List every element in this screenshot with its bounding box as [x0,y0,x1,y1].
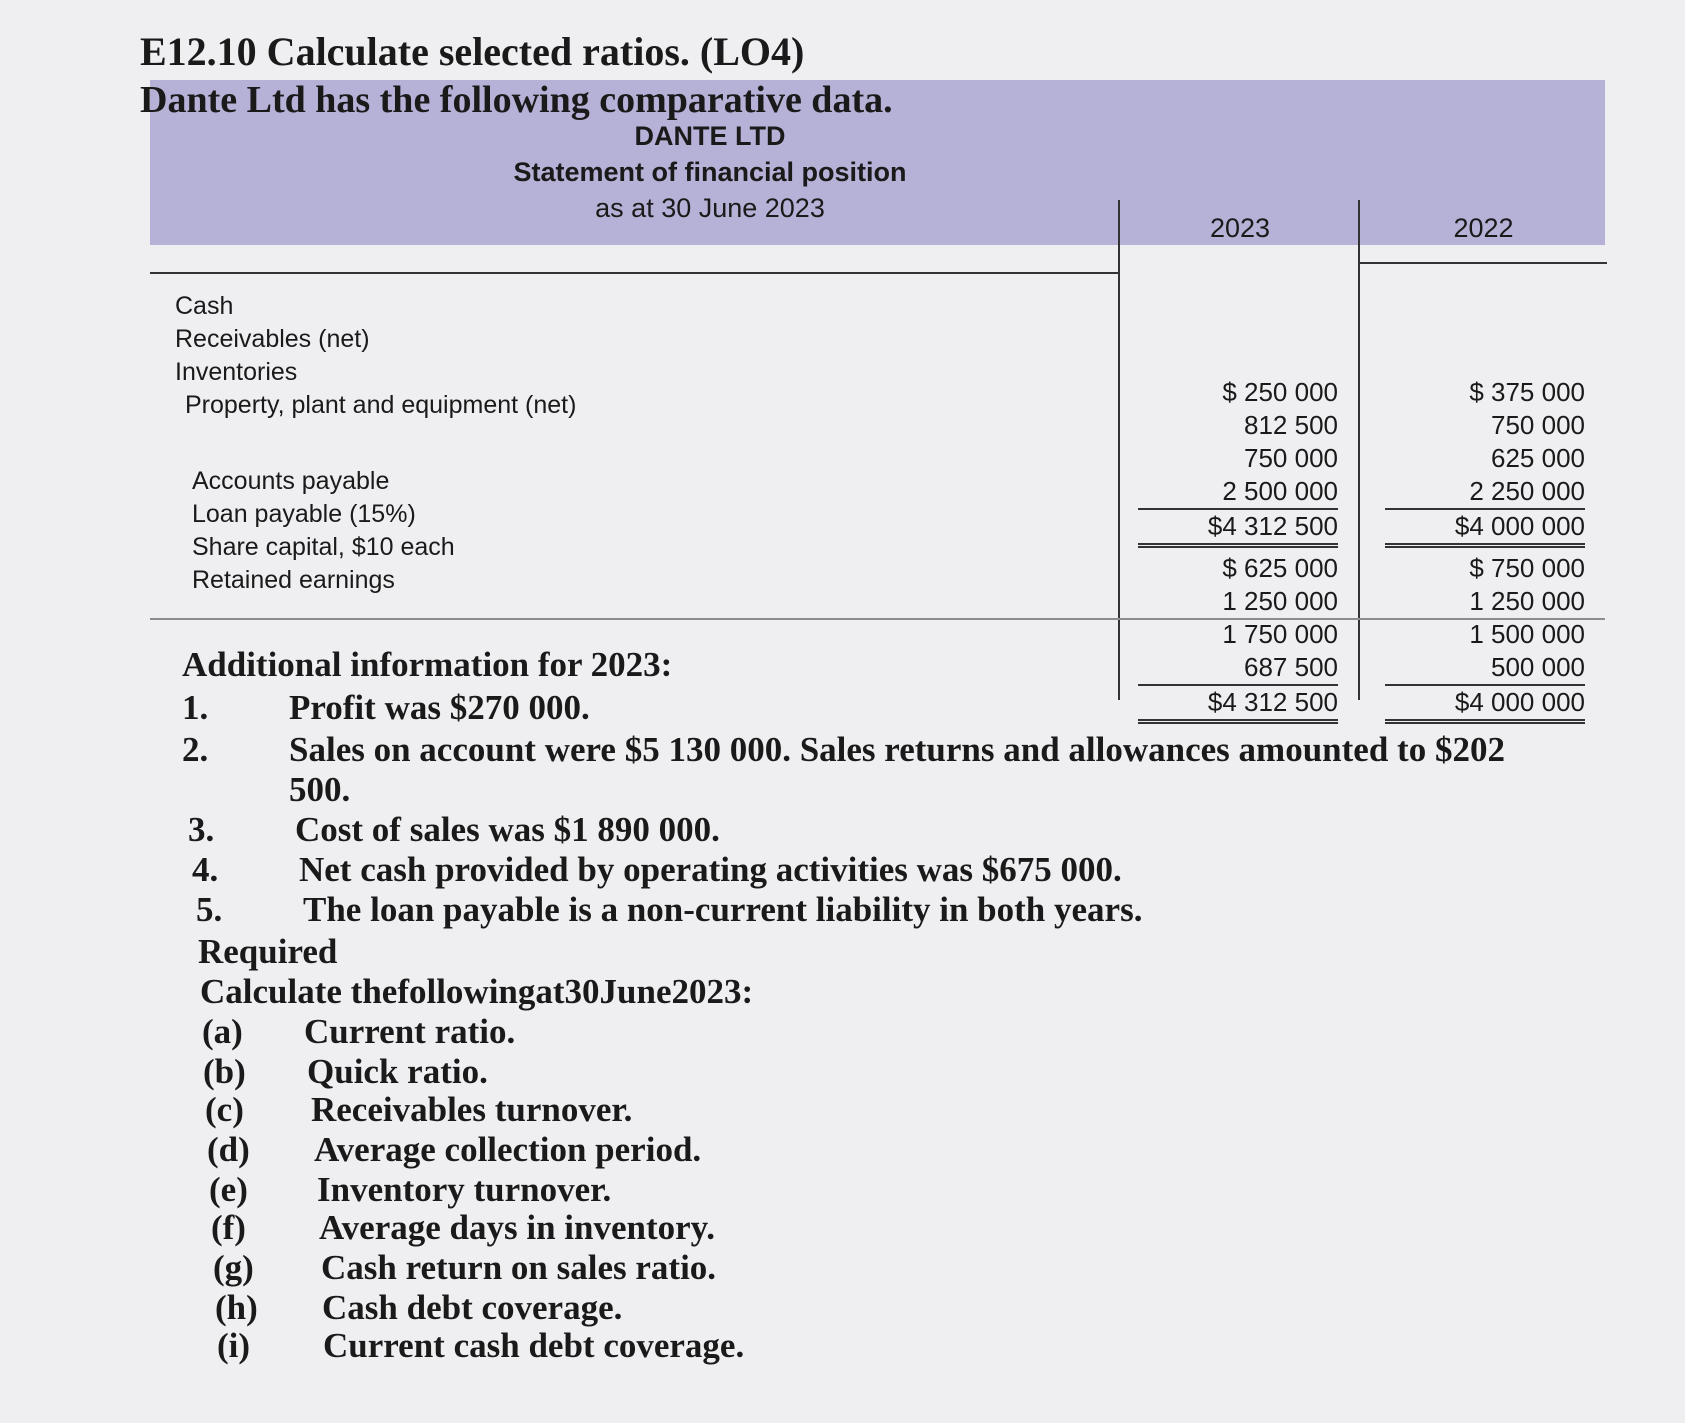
total-value: $4 000 000 [1385,686,1585,724]
item-number: 2. [182,730,209,769]
cell-value: 1 250 000 [1469,586,1585,616]
cell-value: 1 250 000 [1222,586,1338,616]
item-text: Current ratio. [304,1012,516,1051]
cell-value: 1 750 000 [1222,619,1338,649]
statement-heading [150,118,1270,226]
info-item-continued [289,770,350,810]
cell-value: $ 250 000 [1222,377,1338,407]
item-letter: (c) [205,1090,244,1129]
statement-name: Statement of financial position [513,157,907,187]
asset-values-2023 [1138,376,1338,548]
row-label: Retained earnings [192,566,395,594]
exercise-title: E12.10 Calculate selected ratios. (LO4) [140,29,805,74]
item-number: 4. [192,850,219,889]
item-text-continued: 500. [289,770,351,809]
row-label: Inventories [175,358,298,386]
cell-value: 750 000 [1491,410,1585,440]
item-letter: (i) [217,1326,251,1365]
company-name: DANTE LTD [634,121,786,151]
bottom-rule [150,618,1605,620]
row-label: Loan payable (15%) [192,500,416,528]
item-number: 1. [182,688,209,727]
item-letter: (a) [202,1012,243,1051]
row-label: Accounts payable [192,467,390,495]
item-number: 5. [196,890,223,929]
cell-value: $ 375 000 [1469,377,1585,407]
cell-value: 687 500 [1138,651,1338,686]
item-text: Quick ratio. [307,1052,488,1091]
item-text: Cost of sales was $1 890 000. [295,810,720,849]
cell-value: 1 500 000 [1469,619,1585,649]
row-label: Share capital, $10 each [192,533,455,561]
item-letter: (d) [207,1130,250,1169]
item-text: Net cash provided by operating activities was $675 000. [299,850,1122,889]
statement-date: as at 30 June 2023 [595,193,825,223]
row-label: Property, plant and equipment (net) [185,391,577,419]
cell-value: 812 500 [1244,410,1338,440]
cell-value: 500 000 [1385,651,1585,686]
required-instruction: Calculate thefollowingat30June2023: [200,972,754,1011]
column-2022 [1358,200,1607,717]
cell-value: 2 500 000 [1138,475,1338,510]
total-value: $4 000 000 [1385,510,1585,548]
liability-values-2022 [1385,552,1585,724]
liability-labels [192,465,455,597]
item-letter: (b) [203,1052,246,1091]
item-text: Average days in inventory. [319,1208,716,1247]
year-header-2023: 2023 [1209,213,1271,243]
exercise-intro: Dante Ltd has the following comparative data. [140,79,893,121]
item-text: Current cash debt coverage. [323,1326,745,1365]
cell-value: $ 625 000 [1222,553,1338,583]
column-2023 [1118,200,1360,717]
item-letter: (e) [209,1170,248,1209]
cell-value: 2 250 000 [1385,475,1585,510]
item-letter: (g) [213,1248,254,1287]
item-number: 3. [188,810,215,849]
year-header-2022: 2022 [1453,213,1514,243]
item-text: Cash debt coverage. [322,1288,623,1327]
liability-values-2023 [1138,552,1338,724]
cell-value: $ 750 000 [1469,553,1585,583]
item-text: Sales on account were $5 130 000. Sales returns and allowances amounted to $202 [289,730,1505,769]
item-text: The loan payable is a non-current liability in both years. [303,890,1143,929]
item-letter: (f) [211,1208,246,1247]
cell-value: 625 000 [1491,443,1585,473]
additional-info-heading: Additional information for 2023: [182,645,673,684]
asset-labels [175,290,576,422]
item-text: Inventory turnover. [317,1170,612,1209]
item-letter: (h) [215,1288,258,1327]
total-value: $4 312 500 [1138,510,1338,548]
required-heading: Required [198,932,338,971]
row-label: Cash [175,292,234,320]
item-text: Receivables turnover. [311,1090,633,1129]
header-rule [150,272,1118,274]
item-text: Profit was $270 000. [289,688,590,727]
item-text: Average collection period. [314,1130,702,1169]
row-label: Receivables (net) [175,325,370,353]
total-value: $4 312 500 [1138,686,1338,724]
asset-values-2022 [1385,376,1585,548]
cell-value: 750 000 [1244,443,1338,473]
item-text: Cash return on sales ratio. [321,1248,717,1287]
year-rule [1360,262,1607,264]
